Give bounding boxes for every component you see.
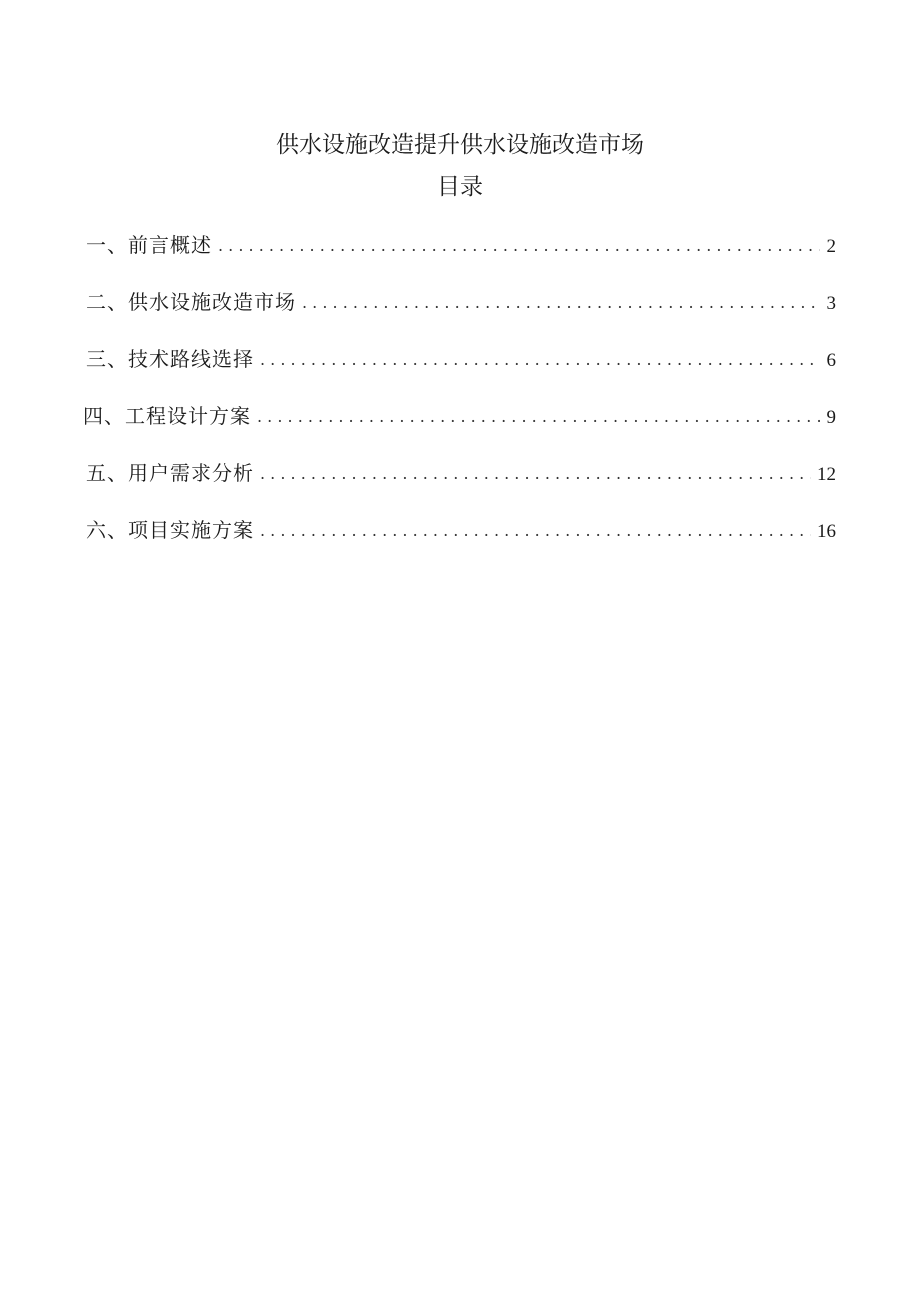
toc-entry-2[interactable] (86, 287, 836, 344)
toc-entry-label: 四、工程设计方案 (83, 404, 251, 428)
toc-entry-label: 一、前言概述 (86, 233, 212, 257)
toc-page-number: 3 (826, 293, 836, 314)
toc-entry-label: 六、项目实施方案 (86, 518, 254, 542)
table-of-contents (83, 230, 836, 572)
toc-dot-leader (260, 516, 811, 546)
toc-dot-leader (218, 231, 820, 261)
toc-entry-1[interactable] (86, 230, 836, 287)
toc-entry-3[interactable] (86, 344, 836, 401)
toc-entry-5[interactable] (86, 458, 836, 515)
toc-dot-leader (257, 402, 820, 432)
toc-entry-6[interactable] (86, 515, 836, 572)
toc-page-number: 12 (817, 464, 836, 485)
toc-entry-label: 五、用户需求分析 (86, 461, 254, 485)
toc-dot-leader (302, 288, 820, 318)
toc-dot-leader (260, 459, 811, 489)
toc-entry-label: 三、技术路线选择 (86, 347, 254, 371)
toc-page-number: 6 (826, 350, 836, 371)
toc-page-number: 16 (817, 521, 836, 542)
toc-dot-leader (260, 345, 820, 375)
toc-entry-label: 二、供水设施改造市场 (86, 290, 296, 314)
document-title: 供水设施改造提升供水设施改造市场 (276, 132, 644, 158)
toc-page-number: 2 (826, 236, 836, 257)
toc-heading: 目录 (437, 174, 483, 200)
toc-entry-4[interactable] (83, 401, 836, 458)
toc-page-number: 9 (826, 407, 836, 428)
